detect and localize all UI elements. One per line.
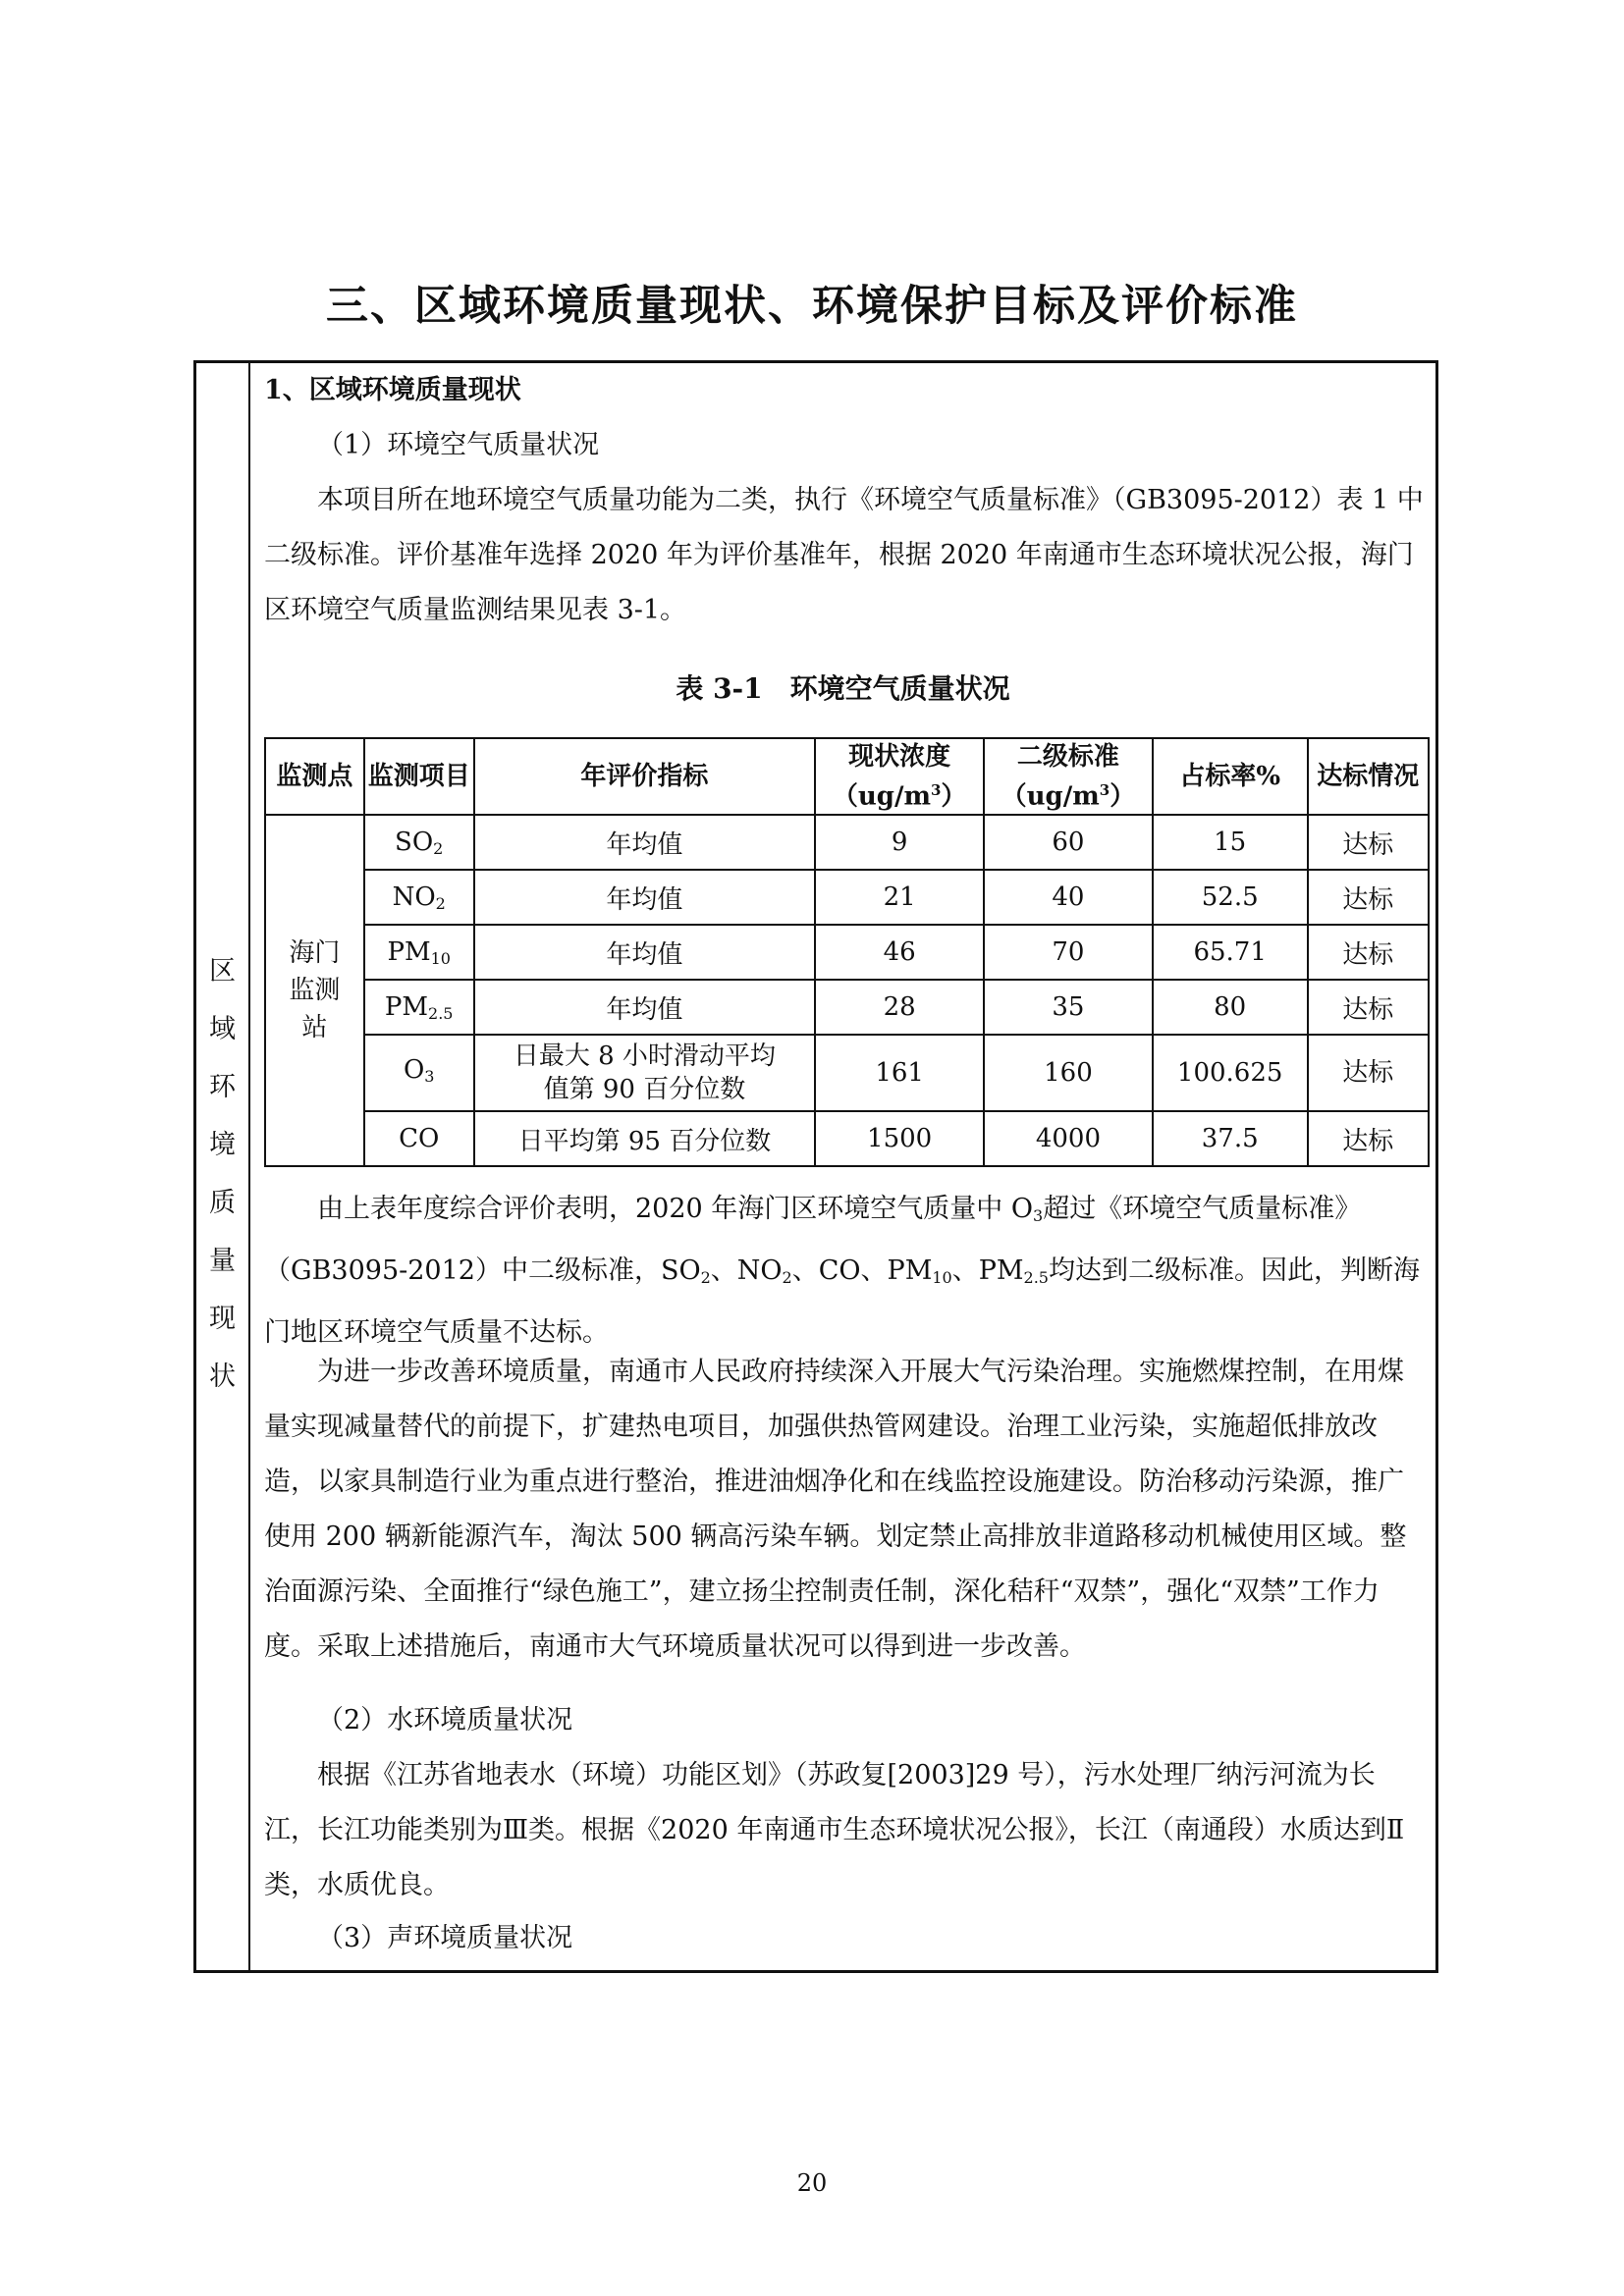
subsection-title-water: （2）水环境质量状况 (317, 1705, 573, 1735)
cell-standard: 35 (984, 980, 1153, 1035)
section-title: 1、区域环境质量现状 (264, 375, 521, 405)
header-rate: 占标率% (1153, 738, 1308, 815)
page-number: 20 (796, 2169, 828, 2197)
cell-index: 年均值 (474, 870, 816, 925)
content-frame (193, 360, 1438, 1973)
cell-rate: 65.71 (1153, 925, 1308, 980)
cell-concentration: 161 (815, 1035, 984, 1111)
cell-index: 年均值 (474, 815, 816, 870)
side-label-char: 区 (209, 956, 236, 987)
cell-item: $O_3$ (364, 1035, 474, 1111)
cell-index: 日最大 8 小时滑动平均值第 90 百分位数 (474, 1035, 816, 1111)
paragraph-air-evaluation: 由上表年度综合评价表明，2020 年海门区环境空气质量中 $O_3$超过《环境空气质量标准》（GB3095-2012）中二级标准，$SO_2$、$NO_2$、CO、$PM_{10}$、$PM_{2.5}$均达到二级标准。因此，判断海门地区环境空气质量不达标。 (264, 1194, 1420, 1348)
side-label-char: 现 (209, 1304, 236, 1334)
cell-index: 日平均第 95 百分位数 (474, 1111, 816, 1166)
cell-index: 年均值 (474, 925, 816, 980)
air-quality-table (264, 737, 1430, 1167)
side-label-char: 质 (209, 1188, 236, 1218)
side-label-char: 状 (209, 1362, 236, 1392)
cell-concentration: 46 (815, 925, 984, 980)
paragraph-air-intro: 本项目所在地环境空气质量功能为二类，执行《环境空气质量标准》（GB3095-2012）表 1 中二级标准。评价基准年选择 2020 年为评价基准年，根据 2020 年南通市生态环境状况公报，海门区环境空气质量监测结果见表 3-1。 (264, 485, 1424, 625)
cell-concentration: 9 (815, 815, 984, 870)
table-row (265, 925, 1429, 980)
header-item: 监测项目 (364, 738, 474, 815)
cell-rate: 37.5 (1153, 1111, 1308, 1166)
cell-status: 达标 (1308, 815, 1429, 870)
side-label-char: 境 (209, 1130, 236, 1160)
cell-concentration: 21 (815, 870, 984, 925)
table-row (265, 870, 1429, 925)
cell-index: 年均值 (474, 980, 816, 1035)
side-label-char: 域 (209, 1014, 236, 1044)
cell-rate: 100.625 (1153, 1035, 1308, 1111)
cell-standard: 160 (984, 1035, 1153, 1111)
cell-status: 达标 (1308, 980, 1429, 1035)
side-column (196, 363, 250, 1970)
cell-rate: 52.5 (1153, 870, 1308, 925)
cell-item: $NO_2$ (364, 870, 474, 925)
cell-rate: 80 (1153, 980, 1308, 1035)
cell-standard: 60 (984, 815, 1153, 870)
side-label (196, 942, 248, 1406)
table-row (265, 1035, 1429, 1111)
cell-status: 达标 (1308, 870, 1429, 925)
header-standard: 二级标准 $(ug/m^3)$ (984, 738, 1153, 815)
cell-item: CO (364, 1111, 474, 1166)
table-caption: 表 3-1 环境空气质量状况 (676, 672, 1010, 705)
paragraph-air-measures: 为进一步改善环境质量，南通市人民政府持续深入开展大气污染治理。实施燃煤控制，在用煤量实现减量替代的前提下，扩建热电项目，加强供热管网建设。治理工业污染，实施超低排放改造，以家具制造行业为重点进行整治，推进油烟净化和在线监控设施建设。防治移动污染源，推广使用 200 辆新能源汽车，淘汰 500 辆高污染车辆。划定禁止高排放非道路移动机械使用区域。整治面源污染、全面推行“绿色施工”，建立扬尘控制责任制，深化秸秆“双禁”，强化“双禁”工作力度。采取上述措施后，南通市大气环境质量状况可以得到进一步改善。 (264, 1357, 1407, 1662)
table-row (265, 980, 1429, 1035)
cell-standard: 40 (984, 870, 1153, 925)
header-station: 监测点 (265, 738, 364, 815)
page-title: 三、区域环境质量现状、环境保护目标及评价标准 (326, 282, 1298, 331)
cell-rate: 15 (1153, 815, 1308, 870)
cell-status: 达标 (1308, 1035, 1429, 1111)
header-concentration: 现状浓度 $(ug/m^3)$ (815, 738, 984, 815)
side-label-char: 环 (209, 1072, 236, 1102)
cell-standard: 4000 (984, 1111, 1153, 1166)
station-name: 海门监测站 (289, 938, 341, 1042)
cell-item: $PM_{10}$ (364, 925, 474, 980)
content-area (250, 363, 1435, 1970)
cell-standard: 70 (984, 925, 1153, 980)
cell-concentration: 28 (815, 980, 984, 1035)
side-label-char: 量 (209, 1246, 236, 1276)
cell-item: $SO_2$ (364, 815, 474, 870)
subsection-title-air: （1）环境空气质量状况 (317, 430, 600, 460)
paragraph-water: 根据《江苏省地表水（环境）功能区划》（苏政复[2003]29 号），污水处理厂纳污河流为长江，长江功能类别为Ⅲ类。根据《2020 年南通市生态环境状况公报》，长江（南通段）水质达到Ⅱ类，水质优良。 (264, 1760, 1405, 1900)
cell-concentration: 1500 (815, 1111, 984, 1166)
cell-item: $PM_{2.5}$ (364, 980, 474, 1035)
table-header-row (265, 738, 1429, 815)
table-row (265, 815, 1429, 870)
header-index: 年评价指标 (474, 738, 816, 815)
cell-status: 达标 (1308, 925, 1429, 980)
table-row (265, 1111, 1429, 1166)
cell-status: 达标 (1308, 1111, 1429, 1166)
header-status: 达标情况 (1308, 738, 1429, 815)
station-cell (265, 815, 364, 1166)
subsection-title-noise: （3）声环境质量状况 (317, 1923, 573, 1953)
